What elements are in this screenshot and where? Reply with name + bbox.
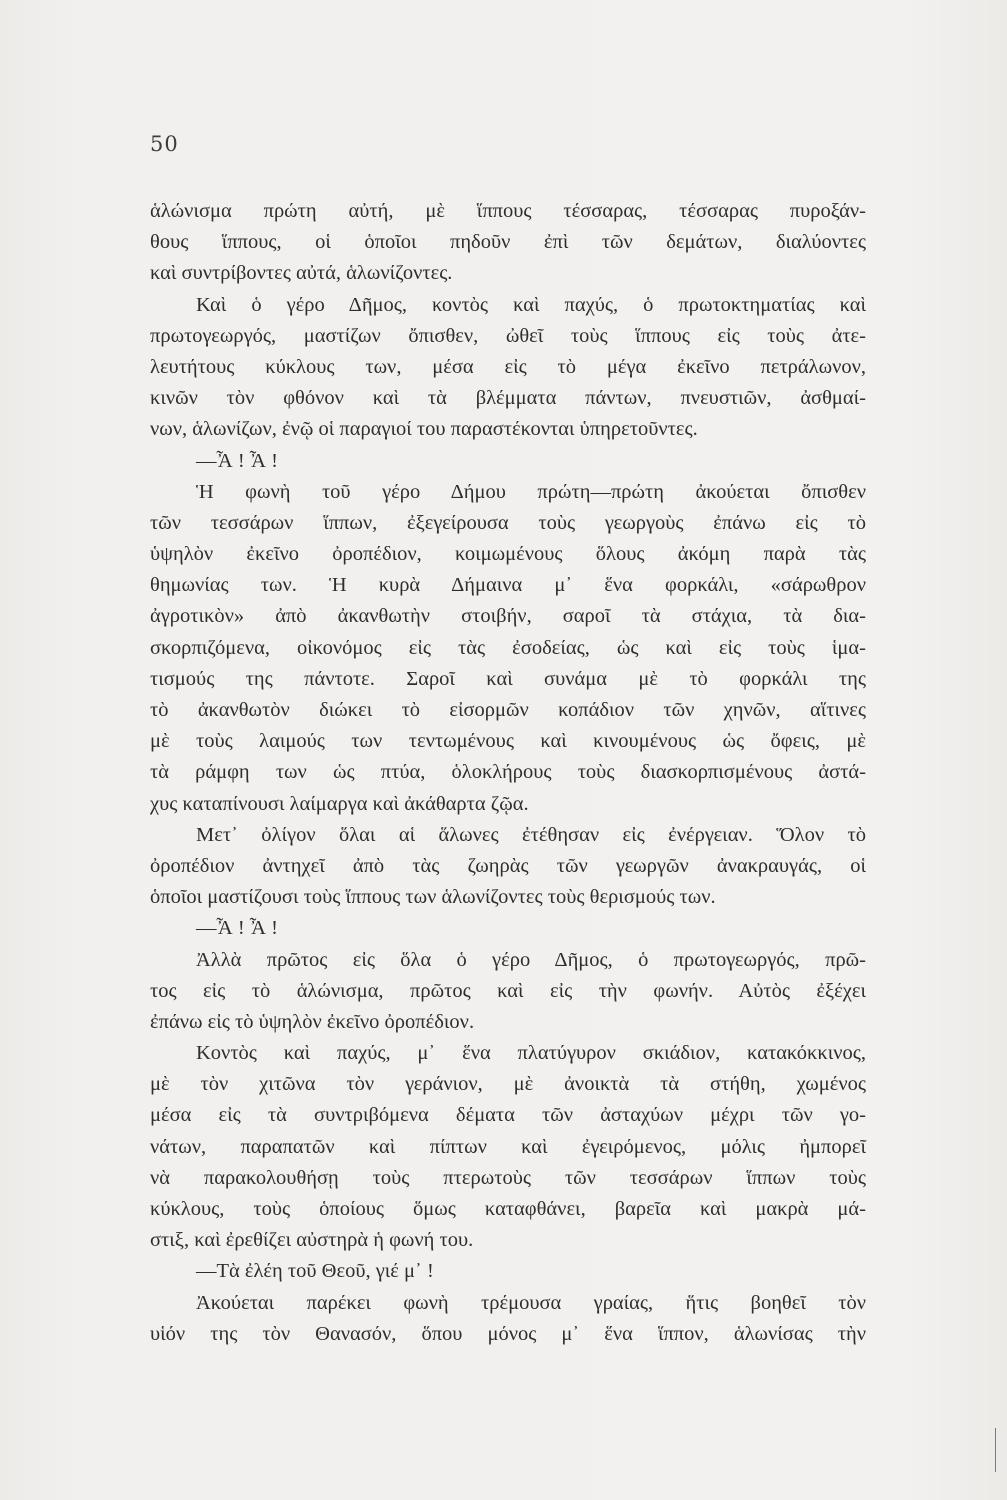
text-line: θους ἵππους, οἱ ὁποῖοι πηδοῦν ἐπὶ τῶν δεμάτων, διαλύοντες	[150, 231, 866, 254]
text-line: θημωνίας των. Ἡ κυρὰ Δήμαινα μ᾽ ἕνα φορκάλι, «σάρωθρον	[150, 574, 866, 597]
page-number: 50	[150, 132, 179, 156]
text-line: Καὶ ὁ γέρο Δῆμος, κοντὸς καὶ παχύς, ὁ πρωτοκτηματίας καὶ	[196, 293, 866, 316]
text-line: κύκλους, τοὺς ὁποίους ὅμως καταφθάνει, βαρεῖα καὶ μακρὰ μά-	[150, 1198, 866, 1220]
text-line: —Τὰ ἐλέη τοῦ Θεοῦ, γιέ μ᾽ !	[196, 1260, 434, 1283]
text-line: Ἀλλὰ πρῶτος εἰς ὅλα ὁ γέρο Δῆμος, ὁ πρωτογεωργός, πρῶ-	[196, 948, 866, 971]
text-line: ὀροπέδιον ἀντηχεῖ ἀπὸ τὰς ζωηρὰς τῶν γεωργῶν ἀνακραυγάς, οἱ	[150, 854, 866, 877]
text-line: τὸ ἀκανθωτὸν διώκει τὸ εἰσορμῶν κοπάδιον τῶν χηνῶν, αἵτινες	[150, 699, 866, 721]
text-line: μὲ τὸν χιτῶνα τὸν γεράνιον, μὲ ἀνοικτὰ τὰ στήθη, χωμένος	[150, 1073, 866, 1096]
text-line: —Ἆ ! Ἆ !	[196, 917, 278, 940]
text-line: τισμούς της πάντοτε. Σαροῖ καὶ συνάμα μὲ τὸ φορκάλι της	[150, 667, 866, 690]
text-line: τῶν τεσσάρων ἵππων, ἐξεγείρουσα τοὺς γεωργοὺς ἐπάνω εἰς τὸ	[150, 511, 866, 534]
text-line: ἁλώνισμα πρώτη αὐτή, μὲ ἵππους τέσσαρας, τέσσαρας πυροξάν-	[150, 200, 866, 222]
text-line: λευτήτους κύκλους των, μέσα εἰς τὸ μέγα ἐκεῖνο πετράλωνον,	[150, 355, 866, 378]
text-line: τος εἰς τὸ ἁλώνισμα, πρῶτος καὶ εἰς τὴν φωνήν. Αὐτὸς ἐξέχει	[150, 979, 866, 1002]
text-line: μὲ τοὺς λαιμούς των τεντωμένους καὶ κινουμένους ὡς ὄφεις, μὲ	[150, 730, 866, 753]
text-line: υἱόν της τὸν Θανασόν, ὅπου μόνος μ᾽ ἕνα ἵππον, ἁλωνίσας τὴν	[150, 1322, 866, 1345]
text-line: μέσα εἰς τὰ συντριβόμενα δέματα τῶν ἀσταχύων μέχρι τῶν γο-	[150, 1104, 866, 1127]
text-line: ἐπάνω εἰς τὸ ὑψηλὸν ἐκεῖνο ὀροπέδιον.	[150, 1010, 475, 1033]
text-line: στιξ, καὶ ἐρεθίζει αὐστηρὰ ἡ φωνή του.	[150, 1229, 474, 1252]
text-line: νὰ παρακολουθήσῃ τοὺς πτερωτοὺς τῶν τεσσάρων ἵππων τοὺς	[150, 1166, 866, 1189]
text-line: κινῶν τὸν φθόνον καὶ τὰ βλέμματα πάντων, πνευστιῶν, ἀσθμαί-	[150, 387, 866, 410]
body-text	[150, 196, 866, 1350]
text-line: Ἀκούεται παρέκει φωνὴ τρέμουσα γραίας, ἥτις βοηθεῖ τὸν	[196, 1291, 866, 1314]
text-line: Ἡ φωνὴ τοῦ γέρο Δήμου πρώτη—πρώτη ἀκούεται ὄπισθεν	[196, 480, 866, 503]
text-line: τὰ ράμφη των ὡς πτύα, ὁλοκλήρους τοὺς διασκορπισμένους ἀστά-	[150, 761, 866, 784]
text-line: πρωτογεωργός, μαστίζων ὄπισθεν, ὠθεῖ τοὺς ἵππους εἰς τοὺς ἀτε-	[150, 324, 866, 347]
text-line: καὶ συντρίβοντες αὐτά, ἁλωνίζοντες.	[150, 262, 453, 285]
text-line: σκορπιζόμενα, οἰκονόμος εἰς τὰς ἐσοδείας, ὡς καὶ εἰς τοὺς ἱμα-	[150, 636, 866, 659]
margin-mark	[995, 1428, 1007, 1472]
text-line: —Ἆ ! Ἆ !	[196, 449, 278, 472]
text-line: χυς καταπίνουσι λαίμαργα καὶ ἀκάθαρτα ζῷα.	[150, 792, 529, 815]
text-line: νάτων, παραπατῶν καὶ πίπτων καὶ ἐγειρόμενος, μόλις ἠμπορεῖ	[150, 1135, 866, 1158]
text-line: ἀγροτικὸν» ἀπὸ ἀκανθωτὴν στοιβήν, σαροῖ τὰ στάχια, τὰ δια-	[150, 605, 866, 628]
text-line: Μετ᾽ ὀλίγον ὅλαι αἱ ἅλωνες ἐτέθησαν εἰς ἐνέργειαν. Ὅλον τὸ	[196, 823, 866, 846]
text-line: ὑψηλὸν ἐκεῖνο ὀροπέδιον, κοιμωμένους ὅλους ἀκόμη παρὰ τὰς	[150, 543, 866, 566]
text-line: νων, ἁλωνίζων, ἐνῷ οἱ παραγιοί του παραστέκονται ὑπηρετοῦντες.	[150, 418, 698, 441]
text-line: Κοντὸς καὶ παχύς, μ᾽ ἕνα πλατύγυρον σκιάδιον, κατακόκκινος,	[196, 1042, 866, 1065]
text-line: ὁποῖοι μαστίζουσι τοὺς ἵππους των ἁλωνίζοντες τοὺς θερισμούς των.	[150, 886, 716, 909]
